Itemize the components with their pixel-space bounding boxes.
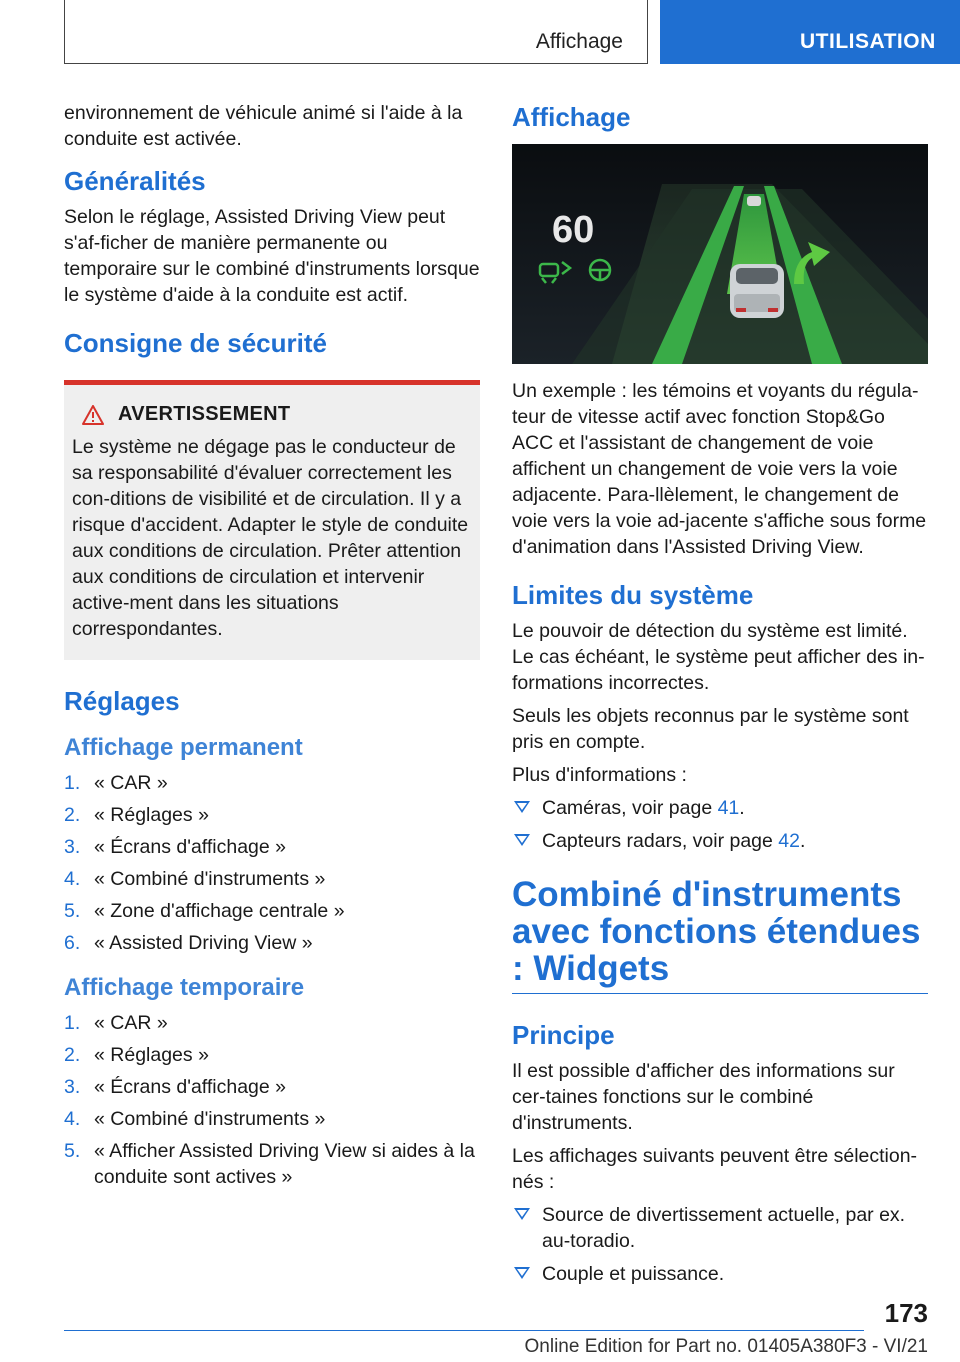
bullet-triangle-icon [514, 801, 530, 813]
temporaire-steps [64, 1010, 480, 1190]
list-item: 4. « Combiné d'instruments » [64, 1108, 326, 1130]
list-item: Couple et puissance. [512, 1261, 928, 1287]
header-chapter-label: UTILISATION [800, 30, 936, 53]
list-item: Caméras, voir page 41. [512, 795, 928, 821]
limites-text-1: Le pouvoir de détection du système est limité. Le cas échéant, le système peut afficher des in-formations incorrectes. [512, 620, 925, 694]
principe-text-2: Les affichages suivants peuvent être sélection-nés : [512, 1145, 918, 1193]
footer-divider [64, 1330, 864, 1331]
edition-footer: Online Edition for Part no. 01405A380F3 - VI/21 [524, 1336, 928, 1357]
reference-list [512, 795, 928, 854]
list-item: 6. « Assisted Driving View » [64, 932, 313, 954]
bullet-triangle-icon [514, 1267, 530, 1279]
bullet-triangle-icon [514, 834, 530, 846]
limites-text-2: Seuls les objets reconnus par le système sont pris en compte. [512, 705, 909, 753]
temporaire-heading: Affichage temporaire [64, 974, 305, 1001]
page-link-41[interactable]: 41 [717, 797, 740, 819]
generalites-text: Selon le réglage, Assisted Driving View peut s'af-ficher de manière permanente ou temporaire sur le combiné d'instruments lorsque le système d'aide à la conduite est actif. [64, 206, 480, 306]
header-chapter-tab[interactable] [660, 0, 960, 64]
limites-text-3: Plus d'informations : [512, 764, 687, 786]
principe-text-1: Il est possible d'afficher des informations sur cer-taines fonctions sur le combiné d'instruments. [512, 1060, 895, 1134]
principe-heading: Principe [512, 1020, 615, 1050]
warning-title: AVERTISSEMENT [118, 403, 291, 425]
list-item: 1. « CAR » [64, 1012, 168, 1034]
combine-heading: Combiné d'instruments avec fonctions étendues : Widgets [512, 876, 928, 994]
reglages-heading: Réglages [64, 686, 180, 716]
header-section-title: Affichage [535, 30, 623, 53]
warning-text: Le système ne dégage pas le conducteur de sa responsabilité d'évaluer correctement les con-ditions de visibilité et de circulation. Il y a risque d'accident. Adapter le style de conduite aux conditions de circulation. Prêter attention aux conditions de circulation et intervenir active-ment dans les situations correspondantes. [72, 436, 469, 640]
warning-box [64, 380, 480, 660]
list-item: 5. « Zone d'affichage centrale » [64, 900, 345, 922]
intro-text: environnement de véhicule animé si l'aide à la conduite est activée. [64, 102, 463, 150]
list-item: Capteurs radars, voir page 42. [512, 828, 928, 854]
generalites-heading: Généralités [64, 166, 206, 196]
bullet-triangle-icon [514, 1208, 530, 1220]
widget-list [512, 1202, 928, 1287]
header-box [64, 0, 648, 64]
permanent-steps [64, 770, 480, 956]
page-number: 173 [884, 1298, 928, 1328]
figure-caption: Un exemple : les témoins et voyants du régula-teur de vitesse actif avec fonction Stop&Go ACC et l'assistant de changement de voie affichent un changement de voie vers la voie adjacente. Para-llèlement, le changement de voie vers la voie ad-jacente s'affiche sous forme d'animation dans l'Assisted Driving View. [512, 380, 927, 558]
consigne-heading: Consigne de sécurité [64, 328, 327, 358]
affichage-heading: Affichage [512, 102, 631, 132]
list-item: 5. « Afficher Assisted Driving View si aides à la conduite sont actives » [64, 1140, 475, 1188]
left-column [64, 100, 480, 1196]
list-item: 3. « Écrans d'affichage » [64, 1076, 286, 1098]
list-item: Source de divertissement actuelle, par ex. au-toradio. [512, 1202, 928, 1254]
page-link-42[interactable]: 42 [778, 830, 800, 852]
permanent-heading: Affichage permanent [64, 734, 303, 761]
right-column [512, 100, 928, 1295]
limites-heading: Limites du système [512, 580, 754, 610]
list-item: 2. « Réglages » [64, 1044, 209, 1066]
list-item: 1. « CAR » [64, 772, 168, 794]
speed-readout: 60 [552, 209, 595, 251]
list-item: 2. « Réglages » [64, 804, 209, 826]
assisted-driving-view-illustration [512, 144, 928, 364]
list-item: 3. « Écrans d'affichage » [64, 836, 286, 858]
warning-triangle-icon [82, 405, 104, 425]
list-item: 4. « Combiné d'instruments » [64, 868, 326, 890]
